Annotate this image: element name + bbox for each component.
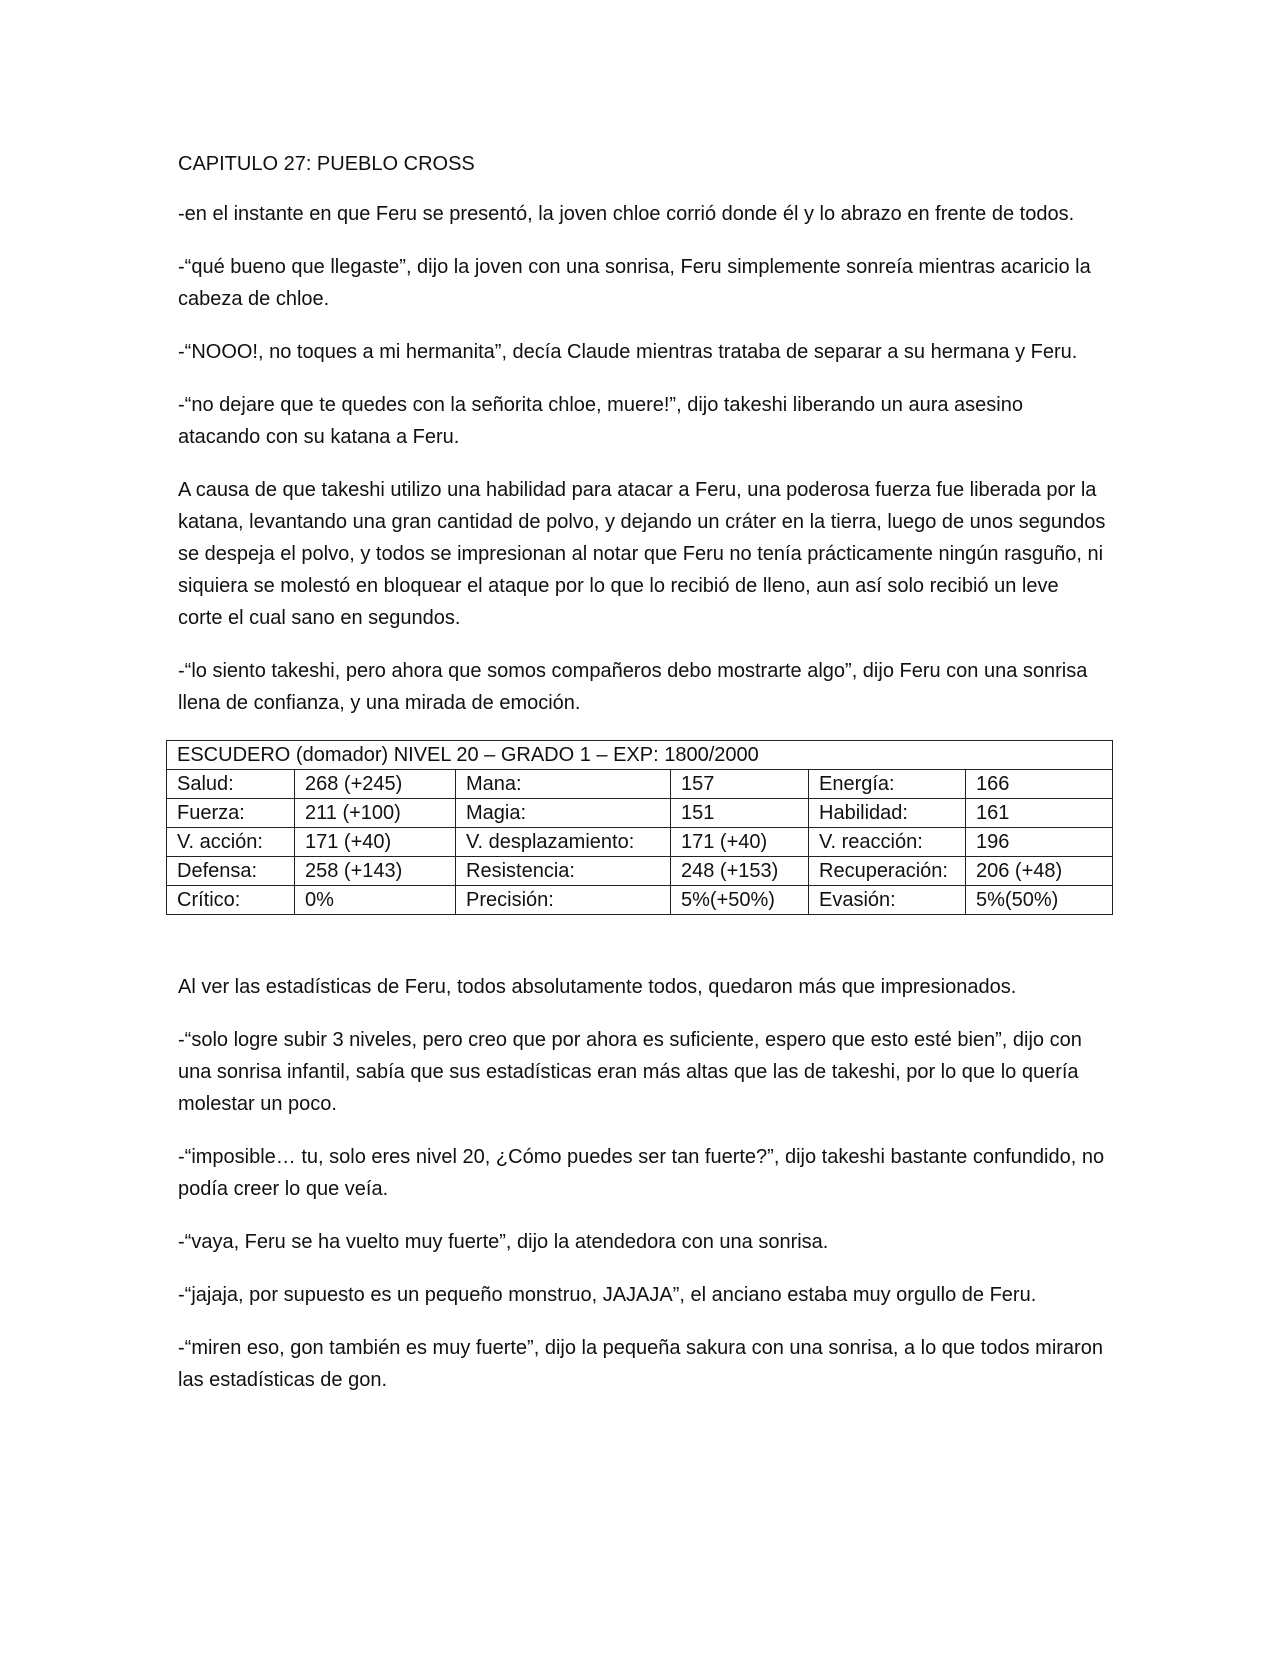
paragraph: -“imposible… tu, solo eres nivel 20, ¿Cómo puedes ser tan fuerte?”, dijo takeshi bastante confundido, no podía creer lo que veía. xyxy=(178,1146,1105,1200)
stats-header-row xyxy=(167,741,1113,770)
stat-value: 196 xyxy=(966,828,1113,857)
paragraph: -“NOOO!, no toques a mi hermanita”, decía Claude mientras trataba de separar a su hermana y Feru. xyxy=(178,341,1078,363)
stats-row xyxy=(167,770,1113,799)
stat-value: 157 xyxy=(671,770,809,799)
paragraph: -“vaya, Feru se ha vuelto muy fuerte”, dijo la atendedora con una sonrisa. xyxy=(178,1231,829,1253)
stat-label: Magia: xyxy=(456,799,671,828)
stat-label: V. acción: xyxy=(167,828,295,857)
stat-label: Energía: xyxy=(809,770,966,799)
paragraph: A causa de que takeshi utilizo una habilidad para atacar a Feru, una poderosa fuerza fue liberada por la katana, levantando una gran cantidad de polvo, y dejando un cráter en la tierra, luego de unos segundos se despeja el polvo, y todos se impresionan al notar que Feru no tenía prácticamente ningún rasguño, ni siquiera se molestó en bloquear el ataque por lo que lo recibió de lleno, aun así solo recibió un leve corte el cual sano en segundos. xyxy=(178,479,1106,629)
stats-header: ESCUDERO (domador) NIVEL 20 – GRADO 1 – EXP: 1800/2000 xyxy=(167,741,1113,770)
paragraph: -en el instante en que Feru se presentó, la joven chloe corrió donde él y lo abrazo en frente de todos. xyxy=(178,203,1075,225)
stat-label: V. reacción: xyxy=(809,828,966,857)
stat-label: Fuerza: xyxy=(167,799,295,828)
paragraphs-after-table xyxy=(178,971,1108,1396)
paragraph: -“lo siento takeshi, pero ahora que somos compañeros debo mostrarte algo”, dijo Feru con una sonrisa llena de confianza, y una mirada de emoción. xyxy=(178,660,1088,714)
document-page xyxy=(178,148,1108,1417)
stat-value: 268 (+245) xyxy=(295,770,456,799)
stat-label: Habilidad: xyxy=(809,799,966,828)
stats-row xyxy=(167,886,1113,915)
stat-value: 171 (+40) xyxy=(295,828,456,857)
stat-label: Salud: xyxy=(167,770,295,799)
stat-value: 5%(+50%) xyxy=(671,886,809,915)
stats-row xyxy=(167,799,1113,828)
stat-value: 258 (+143) xyxy=(295,857,456,886)
stats-row xyxy=(167,828,1113,857)
paragraph: -“no dejare que te quedes con la señorita chloe, muere!”, dijo takeshi liberando un aura asesino atacando con su katana a Feru. xyxy=(178,394,1023,448)
stat-value: 151 xyxy=(671,799,809,828)
stat-value: 5%(50%) xyxy=(966,886,1113,915)
stat-label: Recuperación: xyxy=(809,857,966,886)
paragraph: -“jajaja, por supuesto es un pequeño monstruo, JAJAJA”, el anciano estaba muy orgullo de Feru. xyxy=(178,1284,1037,1306)
stats-table xyxy=(166,740,1113,915)
stat-value: 166 xyxy=(966,770,1113,799)
paragraph: -“miren eso, gon también es muy fuerte”, dijo la pequeña sakura con una sonrisa, a lo que todos miraron las estadísticas de gon. xyxy=(178,1337,1103,1391)
stat-value: 171 (+40) xyxy=(671,828,809,857)
stat-label: Resistencia: xyxy=(456,857,671,886)
stat-value: 206 (+48) xyxy=(966,857,1113,886)
paragraph: Al ver las estadísticas de Feru, todos absolutamente todos, quedaron más que impresionados. xyxy=(178,976,1017,998)
stat-label: Mana: xyxy=(456,770,671,799)
stat-label: Crítico: xyxy=(167,886,295,915)
stat-value: 248 (+153) xyxy=(671,857,809,886)
stat-value: 161 xyxy=(966,799,1113,828)
stat-label: V. desplazamiento: xyxy=(456,828,671,857)
chapter-title: CAPITULO 27: PUEBLO CROSS xyxy=(178,153,475,175)
stat-label: Defensa: xyxy=(167,857,295,886)
stat-label: Evasión: xyxy=(809,886,966,915)
paragraph: -“qué bueno que llegaste”, dijo la joven con una sonrisa, Feru simplemente sonreía mientras acaricio la cabeza de chloe. xyxy=(178,256,1091,310)
stat-value: 211 (+100) xyxy=(295,799,456,828)
stat-label: Precisión: xyxy=(456,886,671,915)
stat-value: 0% xyxy=(295,886,456,915)
paragraph: -“solo logre subir 3 niveles, pero creo que por ahora es suficiente, espero que esto esté bien”, dijo con una sonrisa infantil, sabía que sus estadísticas eran más altas que las de takeshi, por lo que lo quería molestar un poco. xyxy=(178,1029,1082,1115)
stats-row xyxy=(167,857,1113,886)
stats-table-container xyxy=(166,740,1112,915)
